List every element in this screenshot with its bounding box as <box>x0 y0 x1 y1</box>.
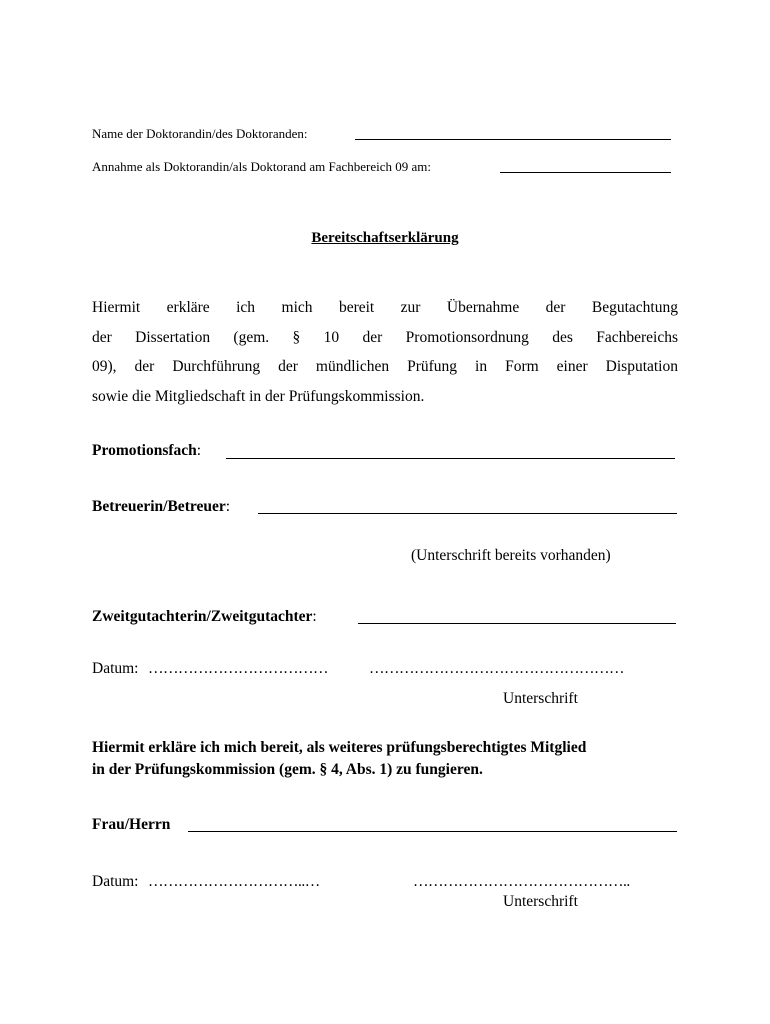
promotionsfach-label: Promotionsfach: <box>92 442 202 459</box>
frau-herrn-label: Frau/Herrn <box>92 816 171 833</box>
signature-field-2[interactable]: …………………………………….. <box>413 873 630 890</box>
zweitgutachter-field[interactable] <box>358 623 676 624</box>
declaration-line-3: 09), der Durchführung der mündlichen Prüfung in Form einer Disputation <box>92 358 678 375</box>
datum-label-2: Datum: <box>92 873 139 890</box>
acceptance-date-field[interactable] <box>500 172 671 173</box>
declaration-line-2: der Dissertation (gem. § 10 der Promotionsordnung des Fachbereichs <box>92 328 678 346</box>
second-declaration-line-1: Hiermit erkläre ich mich bereit, als weiteres prüfungsberechtigtes Mitglied <box>92 739 587 756</box>
zweitgutachter-label: Zweitgutachterin/Zweitgutachter: <box>92 608 317 625</box>
declaration-line-1: Hiermit erkläre ich mich bereit zur Übernahme der Begutachtung <box>92 299 678 316</box>
signature-field-1[interactable]: …………………………………………… <box>369 660 624 677</box>
second-declaration-line-2: in der Prüfungskommission (gem. § 4, Abs. 1) zu fungieren. <box>92 761 483 778</box>
datum-label-1: Datum: <box>92 660 139 677</box>
signature-already-present-note: (Unterschrift bereits vorhanden) <box>411 547 611 564</box>
acceptance-date-label: Annahme als Doktorandin/als Doktorand am Fachbereich 09 am: <box>92 159 431 174</box>
datum-field-2[interactable]: …………………………..… <box>148 873 320 890</box>
declaration-paragraph <box>92 293 678 411</box>
document-title: Bereitschaftserklärung <box>311 230 459 246</box>
betreuer-field[interactable] <box>258 513 677 514</box>
second-declaration-paragraph <box>92 737 682 781</box>
doctoral-candidate-name-field[interactable] <box>355 139 671 140</box>
datum-field-1[interactable]: ……………………………… <box>148 660 328 677</box>
betreuer-label: Betreuerin/Betreuer: <box>92 498 231 515</box>
promotionsfach-field[interactable] <box>226 458 675 459</box>
declaration-line-4: sowie die Mitgliedschaft in der Prüfungskommission. <box>92 387 425 405</box>
frau-herrn-field[interactable] <box>188 831 677 832</box>
signature-label-2: Unterschrift <box>503 893 578 910</box>
doctoral-candidate-name-label: Name der Doktorandin/des Doktoranden: <box>92 126 308 141</box>
signature-label-1: Unterschrift <box>503 690 578 707</box>
